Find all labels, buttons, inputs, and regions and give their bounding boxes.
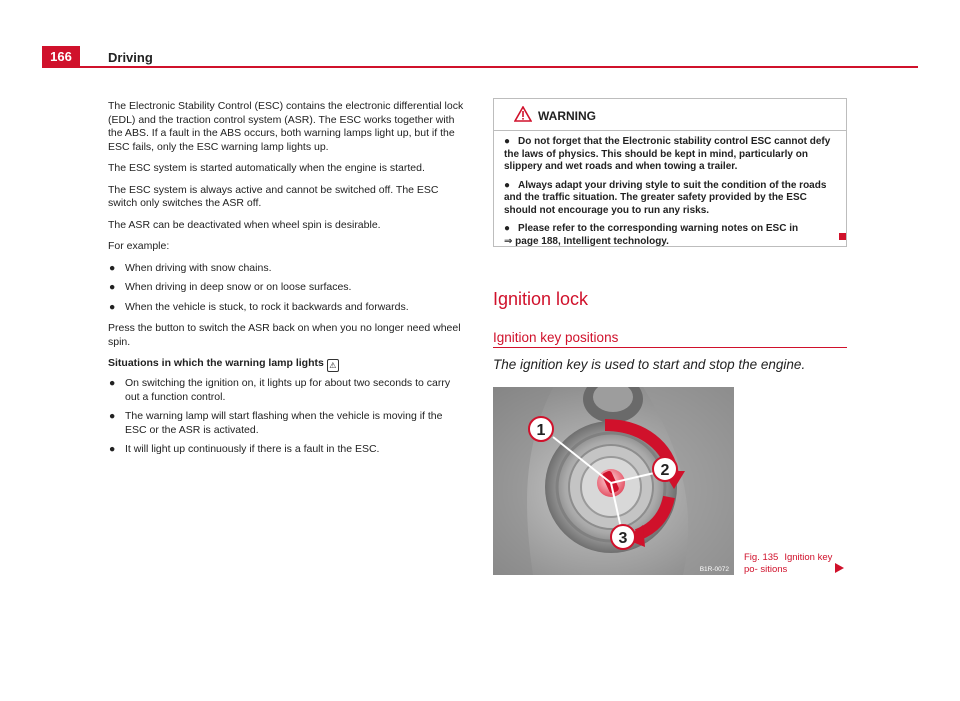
paragraph-esc-intro: The Electronic Stability Control (ESC) contains the electronic differential lock (EDL) and the traction control system (ASR). The ESC works together with the ABS. If a fault in the ABS occurs, both warning lamps light up, but if the ESC fails, only the ESC warning lamp lights up. — [108, 100, 464, 153]
warning-box — [493, 98, 847, 247]
warning-title: WARNING — [538, 109, 596, 123]
svg-text:1: 1 — [536, 422, 546, 439]
callout-3 — [611, 525, 635, 549]
esc-lamp-icon: ⚠ — [327, 359, 339, 372]
section-title: Ignition lock — [493, 289, 589, 309]
ignition-lock-illustration — [493, 387, 734, 575]
list-item: ● When the vehicle is stuck, to rock it backwards and forwards. — [109, 300, 409, 313]
page-reference-link[interactable]: page 188, Intelligent technology. — [515, 235, 669, 247]
list-item: ● It will light up continuously if there is a fault in the ESC. — [109, 443, 380, 455]
continue-arrow-icon — [835, 563, 844, 573]
callout-2 — [653, 457, 677, 481]
list-item: ● When driving in deep snow or on loose surfaces. — [109, 281, 352, 293]
svg-text:3: 3 — [618, 530, 628, 547]
chapter-title: Driving — [108, 50, 153, 65]
warning-item: ● Please refer to the corresponding warning notes on ESC in ⇒ page 188, Intelligent technology. — [504, 223, 799, 247]
page-number: 166 — [42, 46, 80, 68]
warning-body — [494, 131, 846, 248]
svg-text:2: 2 — [660, 462, 670, 479]
figure-code: B1R-0072 — [699, 566, 729, 573]
warning-triangle-icon — [514, 106, 532, 122]
ignition-key-figure — [493, 387, 734, 575]
paragraph-esc-switch: The ESC system is always active and cannot be switched off. The ESC switch only switches the ASR off. — [108, 183, 439, 209]
list-item: ● The warning lamp will start flashing when the vehicle is moving if the ESC or the ASR is activated. — [109, 410, 443, 436]
list-item: ● When driving with snow chains. — [109, 261, 272, 274]
paragraph-esc-start: The ESC system is started automatically when the engine is started. — [108, 162, 425, 174]
section-end-marker — [839, 233, 846, 240]
warning-header — [494, 99, 846, 131]
list-item: ● On switching the ignition on, it lights up for about two seconds to carry out a function control. — [109, 377, 451, 403]
warning-item: ● Always adapt your driving style to suit the condition of the roads and the traffic situation. The greater safety provided by the ESC should not encourage you to run any risks. — [504, 179, 827, 216]
warning-item: ● Do not forget that the Electronic stability control ESC cannot defy the laws of physics. This should be kept in mind, particularly on slippery and wet roads and when towing a trailer. — [504, 136, 831, 172]
paragraph-asr-back-on: Press the button to switch the ASR back on when you no longer need wheel spin. — [108, 322, 461, 348]
header-rule — [80, 66, 918, 68]
figure-caption-text: Ignition key po- sitions — [744, 552, 833, 575]
page-reference-arrow: ⇒ — [504, 235, 513, 247]
subsection-rule — [493, 347, 847, 348]
figure-label: Fig. 135 — [744, 552, 779, 563]
figure-caption — [744, 552, 844, 575]
situations-heading: Situations in which the warning lamp lights ⚠ — [108, 357, 464, 372]
paragraph-for-example: For example: — [108, 240, 170, 252]
intro-text: The ignition key is used to start and stop the engine. — [493, 357, 806, 372]
left-column — [108, 100, 464, 463]
callout-1 — [529, 417, 553, 441]
subsection-title: Ignition key positions — [493, 330, 619, 345]
paragraph-asr-deactivate: The ASR can be deactivated when wheel spin is desirable. — [108, 218, 381, 231]
